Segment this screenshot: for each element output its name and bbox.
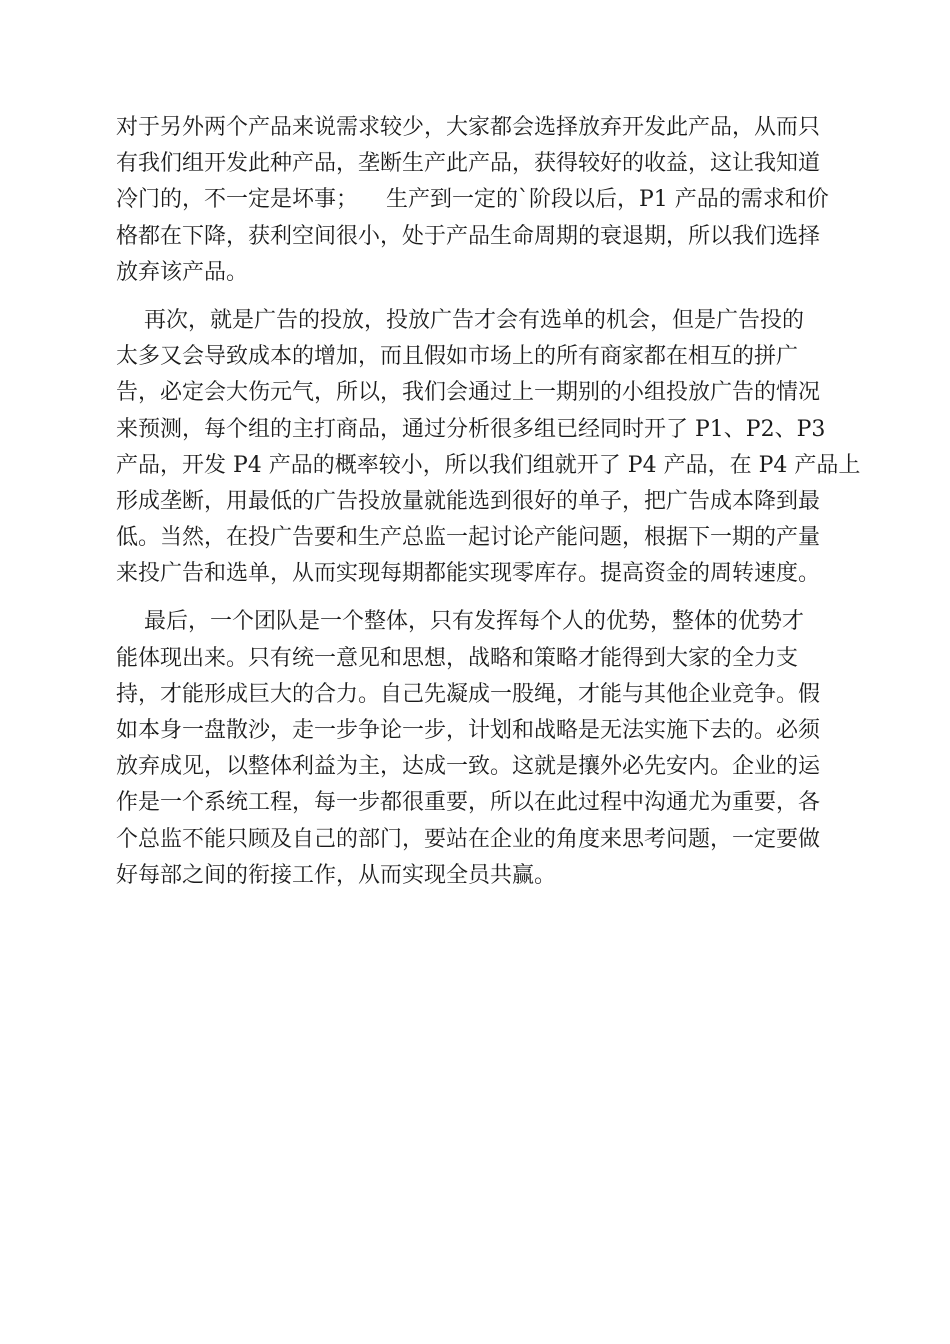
text-line: 来预测，每个组的主打商品，通过分析很多组已经同时开了 P1、P2、P3 [116,416,826,442]
document-body [116,110,861,894]
text-line: 如本身一盘散沙，走一步争论一步，计划和战略是无法实施下去的。必须 [116,718,821,743]
text-line: 冷门的，不一定是坏事； 生产到一定的`阶段以后，P1 产品的需求和价 [116,187,829,213]
paragraph-advertising [116,303,861,593]
text-line: 有我们组开发此种产品，垄断生产此产品，获得较好的收益，这让我知道 [116,151,821,177]
text-line: 好每部之间的衔接工作，从而实现全员共赢。 [116,862,557,888]
text-line: 作是一个系统工程，每一步都很重要，所以在此过程中沟通尤为重要，各 [116,790,821,816]
text-line: 对于另外两个产品来说需求较少，大家都会选择放弃开发此产品，从而只 [116,115,821,140]
text-line: 来投广告和选单，从而实现每期都能实现零库存。提高资金的周转速度。 [116,561,821,587]
paragraph-teamwork [116,604,836,894]
text-line: 放弃成见，以整体利益为主，达成一致。这就是攘外必先安内。企业的运 [116,754,821,780]
text-line: 能体现出来。只有统一意见和思想，战略和策略才能得到大家的全力支 [116,645,799,671]
text-line: 告，必定会大伤元气，所以，我们会通过上一期别的小组投放广告的情况 [116,380,821,406]
text-line: 个总监不能只顾及自己的部门，要站在企业的角度来思考问题，一定要做 [116,826,821,852]
text-line: 产品，开发 P4 产品的概率较小，所以我们组就开了 P4 产品，在 P4 产品上 [116,452,861,478]
text-line: 最后，一个团队是一个整体，只有发挥每个人的优势，整体的优势才 [116,609,804,635]
text-line: 持，才能形成巨大的合力。自己先凝成一股绳，才能与其他企业竞争。假 [116,681,821,707]
text-line: 太多又会导致成本的增加，而且假如市场上的所有商家都在相互的拼广 [116,344,799,370]
text-line: 低。当然，在投广告要和生产总监一起讨论产能问题，根据下一期的产量 [116,525,821,551]
text-line: 放弃该产品。 [116,259,249,285]
paragraph-product-decline [116,110,836,291]
text-line: 再次，就是广告的投放，投放广告才会有选单的机会，但是广告投的 [116,307,804,333]
text-line: 格都在下降，获利空间很小，处于产品生命周期的衰退期，所以我们选择 [116,223,821,249]
text-line: 形成垄断，用最低的广告投放量就能选到很好的单子，把广告成本降到最 [116,488,821,514]
